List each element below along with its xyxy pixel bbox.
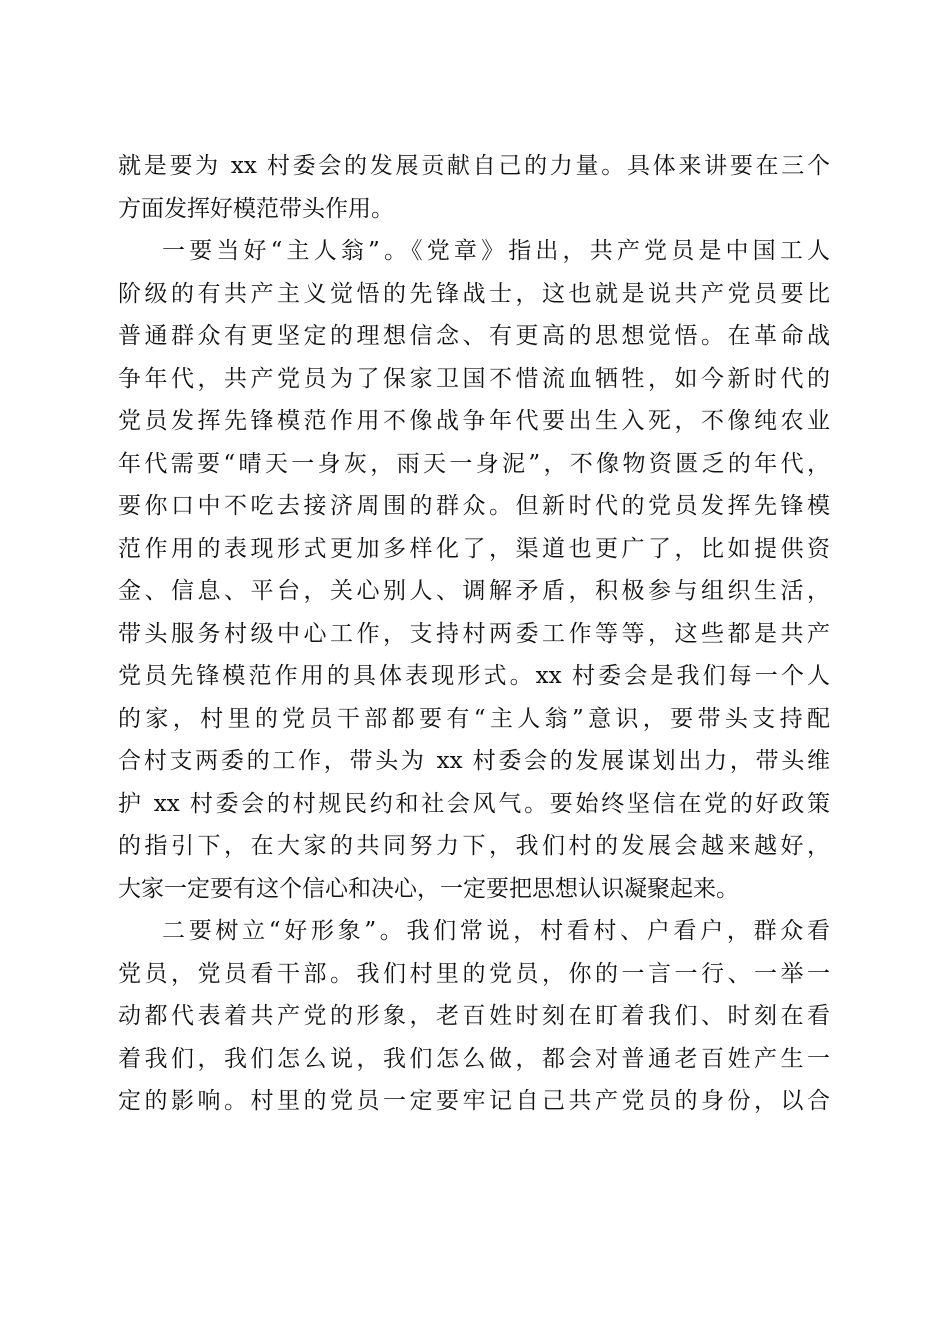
text-line: 范作用的表现形式更加多样化了，渠道也更广了，比如提供资: [118, 535, 830, 562]
paragraph-1: [118, 145, 830, 230]
text-line: 着我们，我们怎么说，我们怎么做，都会对普通老百姓产生一: [118, 1045, 830, 1072]
text-line: 党员发挥先锋模范作用不像战争年代要出生入死，不像纯农业: [118, 408, 830, 434]
text-line: 定的影响。村里的党员一定要牢记自己共产党员的身份，以合: [118, 1088, 830, 1114]
text-line: 一要当好“主人翁”。《党章》指出，共产党员是中国工人: [162, 238, 830, 264]
text-line: 合村支两委的工作，带头为 xx 村委会的发展谋划出力，带头维: [118, 748, 830, 774]
paragraph-2: [118, 230, 830, 910]
text-line: 方面发挥好模范带头作用。: [118, 195, 394, 222]
text-line: 要你口中不吃去接济周围的群众。但新时代的党员发挥先锋模: [118, 493, 830, 519]
text-line: 党员先锋模范作用的具体表现形式。xx 村委会是我们每一个人: [118, 663, 830, 689]
paragraph-3: [118, 910, 830, 1123]
text-line: 的家，村里的党员干部都要有“主人翁”意识，要带头支持配: [118, 705, 830, 732]
text-line: 年代需要“晴天一身灰，雨天一身泥”，不像物资匮乏的年代，: [118, 450, 830, 477]
text-line: 就是要为 xx 村委会的发展贡献自己的力量。具体来讲要在三个: [118, 153, 830, 179]
document-body: [118, 145, 830, 1123]
text-line: 党员，党员看干部。我们村里的党员，你的一言一行、一举一: [118, 960, 830, 987]
text-line: 金、信息、平台，关心别人、调解矛盾，积极参与组织生活，: [118, 578, 830, 604]
text-line: 带头服务村级中心工作，支持村两委工作等等，这些都是共产: [118, 620, 830, 647]
text-line: 争年代，共产党员为了保家卫国不惜流血牺牲，如今新时代的: [118, 365, 830, 392]
text-line: 大家一定要有这个信心和决心，一定要把思想认识凝聚起来。: [118, 875, 739, 902]
text-line: 普通群众有更坚定的理想信念、有更高的思想觉悟。在革命战: [118, 323, 830, 349]
text-line: 二要树立“好形象”。我们常说，村看村、户看户，群众看: [162, 918, 830, 944]
text-line: 的指引下，在大家的共同努力下，我们村的发展会越来越好，: [118, 833, 830, 859]
text-line: 阶级的有共产主义觉悟的先锋战士，这也就是说共产党员要比: [118, 280, 830, 307]
text-line: 动都代表着共产党的形象，老百姓时刻在盯着我们、时刻在看: [118, 1003, 830, 1029]
text-line: 护 xx 村委会的村规民约和社会风气。要始终坚信在党的好政策: [118, 790, 830, 817]
